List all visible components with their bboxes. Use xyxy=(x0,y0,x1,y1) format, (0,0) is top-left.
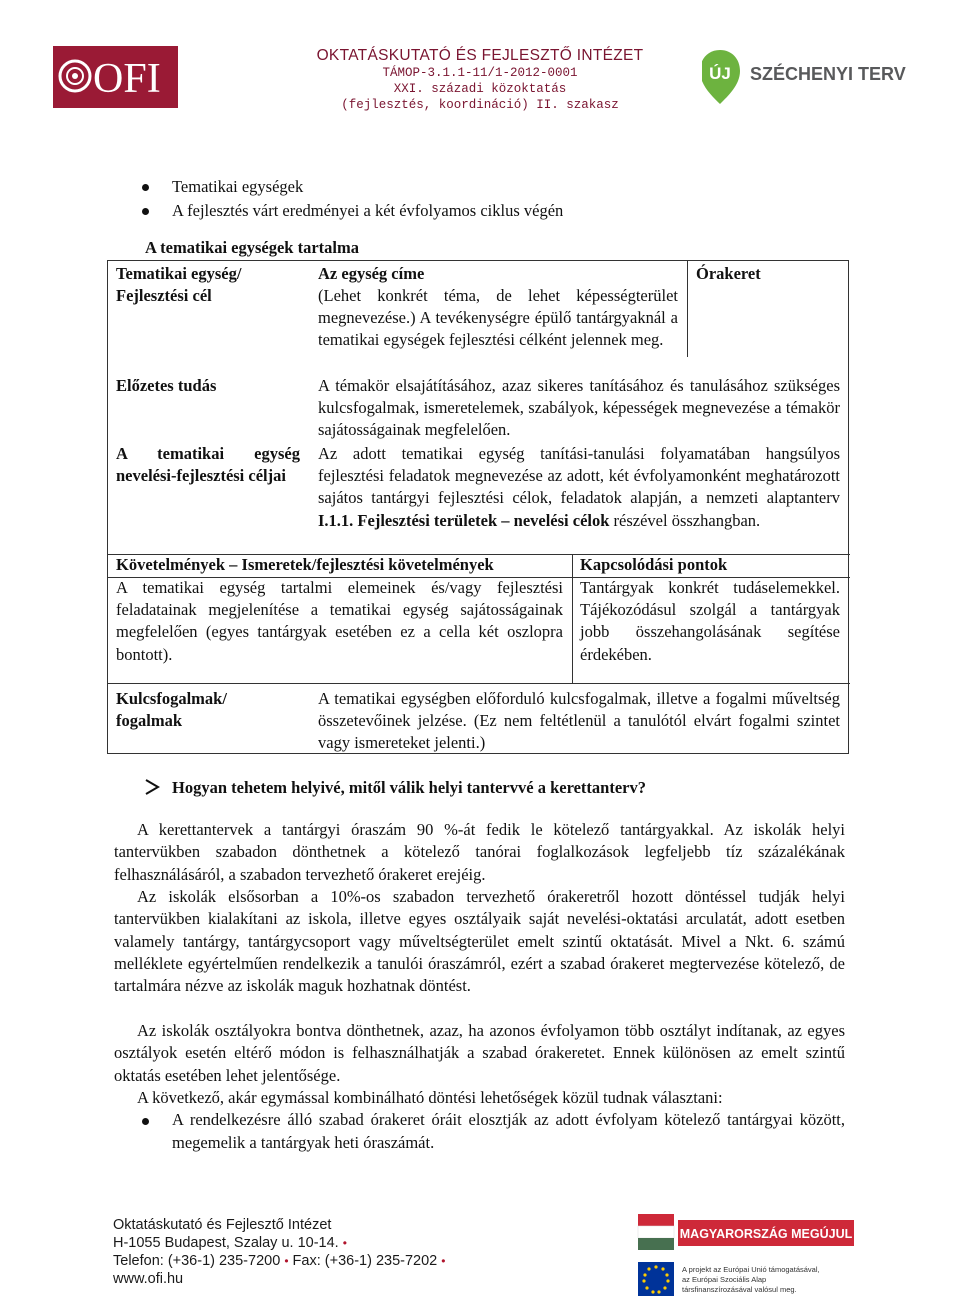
footer-address-line: H-1055 Budapest, Szalay u. 10-14. • xyxy=(113,1235,347,1251)
footer-org: Oktatáskutató és Fejlesztő Intézet xyxy=(113,1217,332,1233)
option-bullet-item: A rendelkezésre álló szabad órakeret óráit elosztják az adott évfolyam kötelező tantárgyai között, megemelik a tantárgyak heti óraszámát. xyxy=(172,1110,845,1152)
ofi-logo-text: OFI xyxy=(93,56,161,102)
cell-requirements-desc: A tematikai egység tartalmi elemeinek és/vagy fejlesztési feladatainak megjelenítése a tematikai egység sajátosságainak megfelelően (egyes tantárgyak esetében ez a cella két oszlopra bontott). xyxy=(116,578,563,664)
cell-connections-desc: Tantárgyak konkrét tudáselemekkel. Tájékozódásul szolgál a tantárgyak jobb összehangolásának segítése érdekében. xyxy=(580,578,840,664)
body-paragraph: Az iskolák elsősorban a 10%-os szabadon tervezhető órakeretről hozott döntéssel tudják helyi tantervükben kialakítani az iskola, illetve egyes osztályaik saját nevelési-oktatási arculatát, adott esetben valamely tantárgy, tantárgycsoport vagy műveltségterület emelt szintű oktatását. Mivel a Nkt. 6. számú melléklete egyértelműen rendelkezik a tanulói óraszámról, ezért a szabad órakeret megtervezése kötelező, de tartalmára nézve az iskolák maguk hozhatnak döntést. xyxy=(114,887,845,996)
project-phase: (fejlesztés, koordináció) II. szakasz xyxy=(341,98,619,112)
bullet-dot xyxy=(142,1118,149,1125)
footer-phone: Telefon: (+36-1) 235-7200 xyxy=(113,1253,281,1269)
cell-keyterms-desc: A tematikai egységben előforduló kulcsfogalmak, illetve a fogalmi műveltség összetevőinek jelzése. (Ez nem feltétlenül a tanulótól elvárt fogalmi szintet vagy ismereteket jelenti.) xyxy=(318,689,840,753)
section-question: Hogyan tehetem helyivé, mitől válik helyi tantervvé a kerettanterv? xyxy=(172,778,646,797)
footer-web: www.ofi.hu xyxy=(113,1271,184,1287)
cell-connections-heading: Kapcsolódási pontok xyxy=(580,555,728,574)
szechenyi-logo-text: SZÉCHENYI TERV xyxy=(750,64,906,84)
goals-emphasis: I.1.1. Fejlesztési területek – nevelési célok xyxy=(318,510,610,530)
eu-text-1: A projekt az Európai Unió támogatásával, xyxy=(682,1265,820,1274)
cell-prior-knowledge-label: Előzetes tudás xyxy=(116,376,217,395)
megujul-title: MAGYARORSZÁG MEGÚJUL xyxy=(679,1227,853,1241)
szechenyi-terv-logo xyxy=(702,48,917,104)
cell-unit-title-heading: Az egység címe xyxy=(318,264,425,283)
footer-contact xyxy=(113,1216,445,1288)
cell-prior-knowledge-desc: A témakör elsajátításához, azaz sikeres tanításához és tanulásához szükséges kulcsfogalmak, ismeretelemek, szabályok, képességek megnevezése a témakör sajátosságainak megfelelően. xyxy=(318,376,840,440)
cell-goals-label: A tematikai egység nevelési-fejlesztési céljai xyxy=(116,444,300,486)
body-paragraph: A következő, akár egymással kombinálható döntési lehetőségek közül tudnak választani: xyxy=(137,1088,723,1107)
project-code: TÁMOP-3.1.1-11/1-2012-0001 xyxy=(382,66,578,80)
table-rule xyxy=(108,683,850,684)
magyarorszag-megujul-logo xyxy=(634,1210,856,1302)
ofi-logo xyxy=(53,46,178,108)
footer-fax: Fax: (+36-1) 235-7202 xyxy=(292,1253,438,1269)
eu-text-3: társfinanszírozásával valósul meg. xyxy=(682,1285,797,1294)
goals-text-end: részével összhangban. xyxy=(613,510,761,530)
eu-text-2: az Európai Szociális Alap xyxy=(682,1275,767,1284)
cell-hours-label: Órakeret xyxy=(696,264,761,283)
cell-keyterms-label: Kulcsfogalmak/ fogalmak xyxy=(116,689,227,731)
cell-goals-desc xyxy=(318,443,840,532)
cell-unit-title-desc: (Lehet konkrét téma, de lehet képességterület megnevezése.) A tevékenységre épülő tantárgyaknál a tematikai egységek fejlesztési célként jelennek meg. xyxy=(318,286,678,350)
table-rule xyxy=(687,261,688,357)
cell-unit-label: Tematikai egység/ Fejlesztési cél xyxy=(116,264,242,306)
project-info xyxy=(300,47,660,113)
goals-text: Az adott tematikai egység tanítási-tanulási folyamatában hangsúlyos fejlesztési feladatok megnevezése az adott, két évfolyamonként meghatározott sajátos tantárgyi fejlesztési célok, feladatok alapján, a nemzeti alaptanterv xyxy=(318,444,840,508)
body-paragraph: A kerettantervek a tantárgyi óraszám 90 %-át fedik le kötelező tantárgyakkal. Az iskolák helyi tantervükben szabadon dönthetnek a kötelező tanórai foglalkozások legfeljebb tíz százalékának felhasználásáról, a szabadon tervezhető órakeret erejéig. xyxy=(114,820,845,884)
footer-phone-line: Telefon: (+36-1) 235-7200 • Fax: (+36-1) 235-7202 • xyxy=(113,1253,446,1269)
bullet-item: A fejlesztés várt eredményei a két évfolyamos ciklus végén xyxy=(140,199,563,223)
szechenyi-logo-u: ÚJ xyxy=(709,64,731,83)
thematic-unit-table xyxy=(107,260,849,754)
project-title: XXI. századi közoktatás xyxy=(393,82,567,96)
footer-address: H-1055 Budapest, Szalay u. 10-14. xyxy=(113,1235,339,1251)
bullet-item: Tematikai egységek xyxy=(140,175,563,199)
institute-name: OKTATÁSKUTATÓ ÉS FEJLESZTŐ INTÉZET xyxy=(316,47,644,64)
cell-requirements-heading: Követelmények – Ismeretek/fejlesztési követelmények xyxy=(116,555,494,574)
intro-bullet-list xyxy=(140,175,563,223)
body-paragraph: Az iskolák osztályokra bontva dönthetnek, azaz, ha azonos évfolyamon több osztályt indítanak, az egyes osztályok esetén eltérő módon is felhasználhatják a szabad órakeretet. Ennek különösen az emelt szintű oktatás esetében lehet jelentősége. xyxy=(114,1021,845,1085)
table-rule xyxy=(572,554,573,683)
arrow-bullet-icon xyxy=(143,778,161,796)
table-title: A tematikai egységek tartalma xyxy=(145,238,359,257)
page-header xyxy=(0,0,960,130)
